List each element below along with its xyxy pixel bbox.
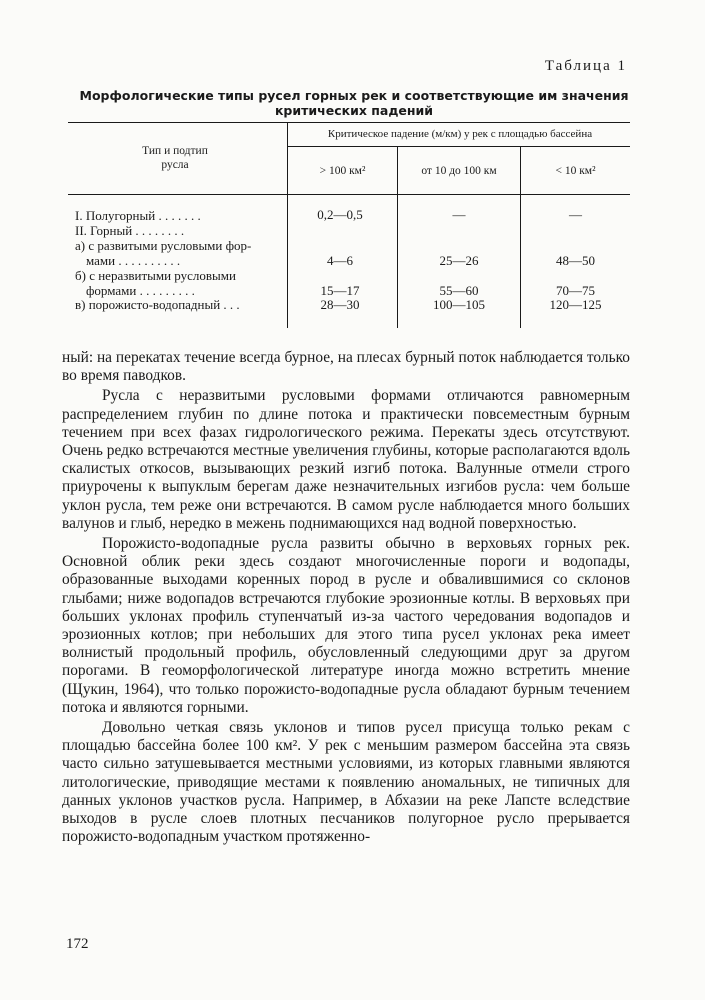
header-col-2: от 10 до 100 км bbox=[421, 165, 497, 177]
table-vertical-rule-1 bbox=[287, 122, 288, 328]
row-label: формами . . . . . . . . . bbox=[86, 283, 195, 298]
row-value-col-2: 55—60 bbox=[439, 283, 479, 298]
page-number: 172 bbox=[66, 936, 89, 952]
row-label: I. Полугорный . . . . . . . bbox=[75, 208, 201, 223]
row-label: в) порожисто-водопадный . . . bbox=[75, 297, 240, 312]
header-col-3: < 10 км² bbox=[555, 165, 596, 177]
row-value-col-2: — bbox=[452, 207, 466, 222]
row-value-col-1: 0,2—0,5 bbox=[317, 207, 363, 222]
paragraph: Русла с неразвитыми русловыми формами отличаются равномерным распределением глубин по длине потока и практически повсеместным бурным течением при всех фазах гидрологического режима. Перекаты здесь отсутствуют. Очень редко встречаются местные увеличения глубины, которые располагаются вдоль скалистых откосов, вызывающих резкий изгиб потока. Валунные отмели строго приурочены к выпуклым берегам даже незначительных изгибов русла: чем больше уклон русла, тем реже они встречаются. В самом русле наблюдается много больших валунов и глыб, нередко в межень поднимающихся над водной поверхностью. bbox=[62, 387, 630, 532]
row-label: б) с неразвитыми русловыми bbox=[75, 268, 236, 283]
table-vertical-rule-2 bbox=[397, 146, 398, 328]
table-top-rule bbox=[68, 122, 630, 123]
body-text bbox=[62, 349, 630, 846]
header-col-1: > 100 км² bbox=[319, 165, 366, 177]
paragraph: ный: на перекатах течение всегда бурное, на плесах бурный поток наблюдается только во время паводков. bbox=[62, 349, 630, 385]
row-value-col-3: 120—125 bbox=[549, 297, 602, 312]
row-label: II. Горный . . . . . . . . bbox=[75, 223, 185, 238]
row-label: а) с развитыми русловыми фор- bbox=[75, 238, 252, 253]
row-value-col-3: 48—50 bbox=[556, 253, 595, 268]
caption-line-2: критических падений bbox=[274, 103, 434, 118]
table-vertical-rule-3 bbox=[520, 146, 521, 328]
row-value-col-1: 28—30 bbox=[320, 297, 360, 312]
table-subheader-rule bbox=[287, 146, 630, 147]
table-label: Таблица 1 bbox=[544, 58, 627, 74]
header-type-column bbox=[100, 144, 250, 172]
row-value-col-1: 4—6 bbox=[327, 253, 353, 268]
caption-line-1: Морфологические типы русел горных рек и соответствующие им значения bbox=[79, 88, 629, 103]
row-value-col-3: 70—75 bbox=[556, 283, 595, 298]
table-caption bbox=[70, 88, 638, 118]
row-value-col-2: 100—105 bbox=[433, 297, 485, 312]
header-span: Критическое падение (м/км) у рек с площадью бассейна bbox=[327, 128, 593, 140]
header-type-line-2: русла bbox=[161, 159, 189, 171]
paragraph: Порожисто-водопадные русла развиты обычно в верховьях горных рек. Основной облик реки здесь создают многочисленные пороги и водопады, образованные выходами коренных пород в русле и обвалившимися со склонов глыбами; ниже водопадов встречаются глубокие эрозионные котлы. В верховьях при больших уклонах профиль ступенчатый из-за частого чередования водопадов и эрозионных котлов; при небольших для этого типа русел уклонах река имеет волнистый продольный профиль, обусловленный следующими друг за другом порогами. В геоморфологической литературе иногда можно встретить мнение (Щукин, 1964), что только порожисто-водопадные русла обладают бурным течением потока и являются горными. bbox=[62, 535, 630, 716]
row-label: мами . . . . . . . . . . bbox=[86, 253, 181, 268]
row-value-col-1: 15—17 bbox=[320, 283, 360, 298]
row-value-col-2: 25—26 bbox=[439, 253, 479, 268]
paragraph: Довольно четкая связь уклонов и типов русел присуща только рекам с площадью бассейна более 100 км². У рек с меньшим размером бассейна эта связь часто сильно затушевывается местными условиями, из которых главными являются литологические, приводящие местами к появлению аномальных, не типичных для данных уклонов участков русла. Например, в Абхазии на реке Лапсте вследствие выходов в русле слоев плотных песчаников полугорное русло прерывается порожисто-водопадным участком протяженно- bbox=[62, 719, 630, 846]
header-type-line-1: Тип и подтип bbox=[142, 145, 208, 157]
table-header-bottom-rule bbox=[68, 194, 630, 195]
row-value-col-3: — bbox=[569, 207, 582, 222]
